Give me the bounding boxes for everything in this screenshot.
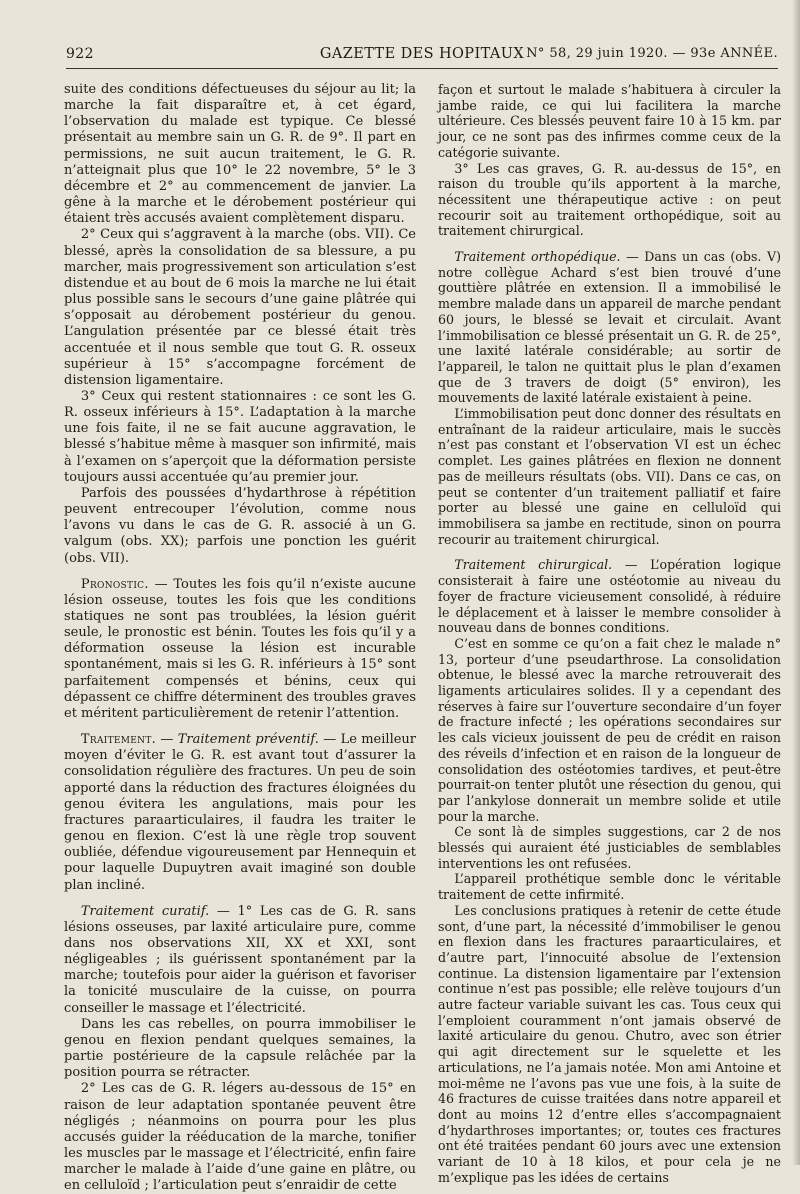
- paragraph-text: — Toutes les fois qu’il n’existe aucune lésion osseuse, toutes les fois que les conditions statiques ne sont pas troublées, la lésion guérit seule, le pronostic est bénin. Toutes les fois qu’il y a déformation osseuse la lésion est incurable spontanément, mais si les G. R. inférieurs à 15° sont parfaitement compensés et bénins, ceux qui dépassent ce chiffre déterminent des troubles graves et méritent particulièrement de retenir l’attention.: [64, 576, 416, 721]
- paragraph: 3° Ceux qui restent stationnaires : ce sont les G. R. osseux inférieurs à 15°. L’adaptation à la marche une fois faite, il ne se fait aucune aggravation, le blessé s’habitue même à masquer son infirmité, mais à l’examen on s’aperçoit que la déformation persiste toujours aussi accentuée qu’au premier jour.: [64, 388, 416, 485]
- section-curatif: [64, 904, 416, 1017]
- paragraph-text: — 1° Les cas de G. R. sans lésions osseuses, par laxité articulaire pure, comme dans nos observations XII, XX et XXI, sont négligeables ; ils guérissent spontanément par la marche; toutefois pour aider la guérison et favoriser la tonicité musculaire de la cuisse, on pourra conseiller le massage et l’électricité.: [64, 903, 416, 1016]
- paragraph: Parfois des poussées d’hydarthrose à répétition peuvent entrecouper l’évolution, comme nous l’avons vu dans le cas de G. R. associé à un G. valgum (obs. XX); parfois une ponction les guérit (obs. VII).: [64, 485, 416, 566]
- paragraph-text: — L’opération logique consisterait à faire une ostéotomie au niveau du foyer de fracture vicieusement consolidé, à réduire le déplacement et à laisser le membre consolider à nouveau dans de bonnes conditions.: [438, 557, 781, 636]
- paragraph-text: — Le meilleur moyen d’éviter le G. R. est avant tout d’assurer la consolidation régulière des fractures. Un peu de soin apporté dans la réduction des fractures éloignées du genou évitera les angulations, mais pour les fractures paraarticulaires, il faudra les traiter le genou en flexion. C’est là une règle trop souvent oubliée, défendue vigoureusement par Hennequin et pour laquelle Dupuytren avait imaginé son double plan incliné.: [64, 732, 417, 893]
- header-rule: [66, 68, 778, 69]
- section-heading: Traitement.: [80, 732, 157, 748]
- subsection-heading: Traitement orthopédique.: [454, 249, 621, 265]
- subsection-heading: Traitement curatif.: [80, 903, 210, 919]
- paragraph: L’appareil prothétique semble donc le véritable traitement de cette infirmité.: [438, 871, 781, 903]
- paragraph: façon et surtout le malade s’habituera à circuler la jambe raide, ce qui lui facilitera la marche ultérieure. Ces blessés peuvent faire 10 à 15 km. par jour, ce ne sont pas des infirmes comme ceux de la catégorie suivante.: [438, 82, 781, 160]
- page-edge-shadow: [792, 0, 800, 1165]
- paragraph: 2° Les cas de G. R. légers au-dessous de 15° en raison de leur adaptation spontanée peuvent être négligés ; néanmoins on pourra pour les plus accusés guider la rééducation de la marche, tonifier les muscles par le massage et l’électricité, enfin faire marcher le malade à l’aide d’une gaine en plâtre, ou en celluloïd ; l’articulation peut s’enraidir de cette: [64, 1081, 416, 1194]
- paragraph: suite des conditions défectueuses du séjour au lit; la marche la fait disparaître et, à cet égard, l’observation du malade est typique. Ce blessé présentait au membre sain un G. R. de 9°. Il part en permissions, ne suit aucun traitement, le G. R. n’atteignait plus que 10° le 22 novembre, 5° le 3 décembre et 2° au commencement de janvier. La gêne à la marche et le dérobement postérieur qui étaient très accusés avaient complètement disparu.: [64, 82, 416, 227]
- paragraph: Dans les cas rebelles, on pourra immobiliser le genou en flexion pendant quelques semaines, la partie postérieure de la capsule relâchée par la position pourra se rétracter.: [64, 1016, 416, 1081]
- section-pronostic: [64, 577, 416, 722]
- right-column: [438, 82, 781, 1185]
- left-column: [64, 82, 417, 1194]
- paragraph: 2° Ceux qui s’aggravent à la marche (obs. VII). Ce blessé, après la consolidation de sa blessure, a pu marcher, mais progressivement son articulation s’est distendue et au bout de 6 mois la marche ne lui était plus possible sans le secours d’une gaine plâtrée qui s’opposait au dérobement postérieur du genou. L’angulation présentée par ce blessé était très accentuée et il nous semble que tout G. R. osseux supérieur à 15° s’accompagne forcément de distension ligamentaire.: [64, 227, 416, 388]
- paragraph: 3° Les cas graves, G. R. au-dessus de 15°, en raison du trouble qu’ils apportent à la marche, nécessitent une thérapeutique active : on peut recourir soit au traitement orthopédique, soit au traitement chirurgical.: [438, 160, 781, 239]
- page-number: 922: [66, 46, 94, 62]
- section-traitement: Traitement. — Traitement préventif. — Le meilleur moyen d’éviter le G. R. est avant tout d’assurer la consolidation régulière des fractures. Un peu de soin apporté dans la réduction des fractures éloignées du genou évitera les angulations, mais pour les fractures paraarticulaires, il faudra les traiter le genou en flexion. C’est là une règle trop souvent oubliée, défendue vigoureusement par Hennequin et pour laquelle Dupuytren avait imaginé son double plan incliné.: [64, 732, 417, 893]
- journal-title: GAZETTE DES HOPITAUX: [319, 46, 525, 62]
- section-heading: Pronostic.: [80, 576, 149, 592]
- paragraph: C’est en somme ce qu’on a fait chez le malade n° 13, porteur d’une pseudarthrose. La consolidation obtenue, le blessé avec la marche retrouverait des ligaments articulaires solides. Il y a cependant des réserves à faire sur l’ouverture secondaire d’un foyer de fracture infecté ; les opérations secondaires sur les cals vicieux jouissent de peu de crédit en raison des réveils d’infection et en raison de la longueur de consolidation des ostéotomies tardives, et peut-être pourrait-on tenter plutôt une résection du genou, qui par l’ankylose donnerait un membre solide et utile pour la marche.: [438, 635, 781, 824]
- paragraph: Les conclusions pratiques à retenir de cette étude sont, d’une part, la nécessité d’immobiliser le genou en flexion dans les fractures paraarticulaires, et d’autre part, l’innocuité absolue de l’extension continue. La distension ligamentaire par l’extension continue n’est pas possible; elle relève toujours d’un autre facteur variable suivant les cas. Tous ceux qui l’emploient couramment n’ont jamais observé de laxité articulaire du genou. Chutro, avec son étrier qui agit directement sur le squelette et les articulations, ne l’a jamais notée. Mon ami Antoine et moi-même ne l’avons pas vue une fois, à la suite de 46 fractures de cuisse traitées dans notre appareil et dont au moins 12 d’entre elles s’accompagnaient d’hydarthroses importantes; or, toutes ces fractures ont été traitées pendant 60 jours avec une extension variant de 10 à 18 kilos, et pour cela je ne m’explique pas les idées de certains: [438, 902, 781, 1185]
- paragraph: L’immobilisation peut donc donner des résultats en entraînant de la raideur articulaire, mais le succès n’est pas constant et l’observation VI est un échec complet. Les gaines plâtrées en flexion ne donnent pas de meilleurs résultats (obs. VII). Dans ce cas, on peut se contenter d’un traitement palliatif et faire porter au blessé une gaine en celluloïd qui immobilisera sa jambe en rectitude, sinon on pourra recourir au traitement chirurgical.: [438, 406, 781, 547]
- subsection-heading: Traitement chirurgical.: [454, 557, 613, 573]
- page-header: [66, 44, 778, 66]
- section-chirurgical: [438, 557, 781, 636]
- paragraph: Ce sont là de simples suggestions, car 2 de nos blessés qui auraient été justiciables de semblables interventions les ont refusées.: [438, 824, 781, 871]
- issue-info: N° 58, 29 juin 1920. — 93e ANNÉE.: [526, 46, 778, 61]
- section-orthopedique: [438, 249, 781, 406]
- paragraph-text: — Dans un cas (obs. V) notre collègue Achard s’est bien trouvé d’une gouttière plâtrée en extension. Il a immobilisé le membre malade dans un appareil de marche pendant 60 jours, le blessé se levait et circulait. Avant l’immobilisation ce blessé présentait un G. R. de 25°, une laxité latérale considérable; au sortir de l’appareil, le talon ne quittait plus le plan d’examen que de 3 travers de doigt (5° environ), les mouvements de laxité latérale existaient à peine.: [438, 249, 781, 406]
- subsection-heading: Traitement préventif.: [177, 732, 319, 748]
